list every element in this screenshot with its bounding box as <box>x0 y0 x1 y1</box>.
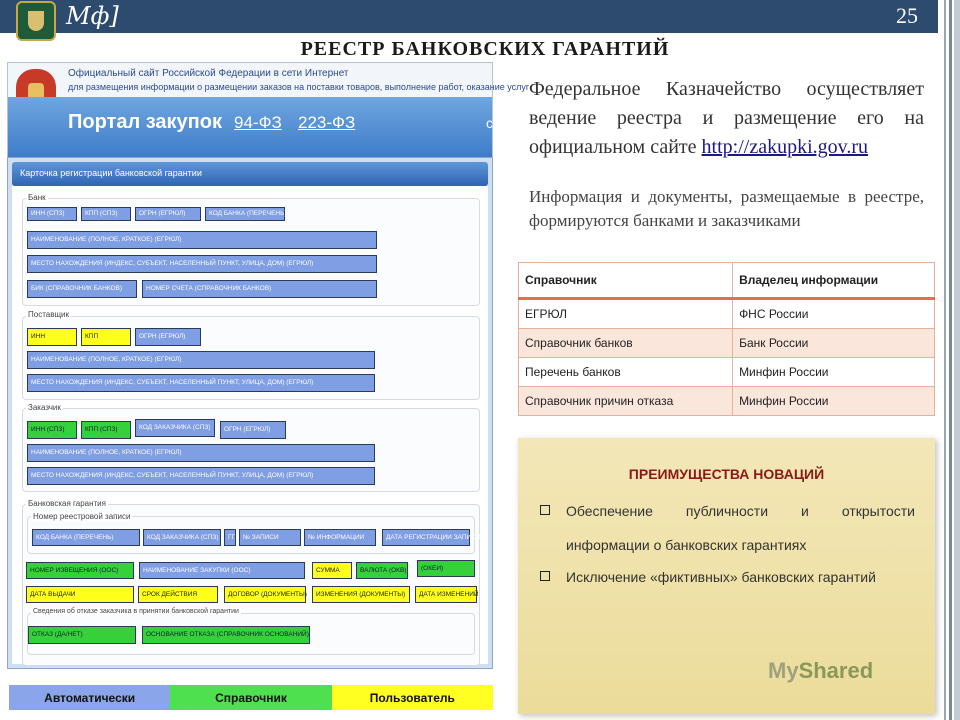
advantages-panel <box>518 438 935 714</box>
watermark-brand-a: My <box>768 658 799 683</box>
card-header <box>12 162 488 186</box>
directory-owner-table <box>518 262 935 416</box>
table-row <box>519 329 935 358</box>
supplier-field[interactable]: КПП <box>81 328 131 346</box>
paragraph-info: Информация и документы, размещаемые в реестре, формируются банками и заказчиками <box>529 187 924 230</box>
registry-field[interactable]: № ЗАПИСИ <box>239 529 301 546</box>
advantage-item <box>540 560 915 594</box>
portal-more-link[interactable]: с <box>486 115 493 131</box>
portal-header-screenshot <box>7 62 530 158</box>
zakupki-link[interactable]: http://zakupki.gov.ru <box>701 136 868 158</box>
legend-directory: Справочник <box>170 685 331 710</box>
supplier-field[interactable]: НАИМЕНОВАНИЕ (ПОЛНОЕ, КРАТКОЕ) (ЕГРЮЛ) <box>27 351 375 369</box>
table-cell: Справочник причин отказа <box>519 387 733 416</box>
guarantee-field[interactable]: (ОКЕИ) <box>417 560 475 577</box>
table-cell: Перечень банков <box>519 358 733 387</box>
advantages-title: ПРЕИМУЩЕСТВА НОВАЦИЙ <box>628 466 825 482</box>
table-cell: Минфин России <box>733 387 935 416</box>
registry-field[interactable]: КОД ЗАКАЗЧИКА (СПЗ) <box>143 529 221 546</box>
guarantee-field[interactable]: ДОГОВОР (ДОКУМЕНТЫ) <box>224 586 306 603</box>
portal-header-line2: для размещения информации о размещении заказов на поставки товаров, выполнение работ, оказание услуг <box>68 82 530 92</box>
customer-field[interactable]: ОГРН (ЕГРЮЛ) <box>220 421 286 439</box>
customer-field[interactable]: КПП (СПЗ) <box>81 421 131 439</box>
bank-field[interactable]: КОД БАНКА (ПЕРЕЧЕНЬ) <box>205 207 285 221</box>
group-supplier-label: Поставщик <box>28 310 70 319</box>
guarantee-field[interactable]: СРОК ДЕЙСТВИЯ <box>138 586 218 603</box>
page-number: 25 <box>896 3 918 28</box>
table-cell: Банк России <box>733 329 935 358</box>
advantage-text: Исключение «фиктивных» банковских гарантий <box>566 569 876 585</box>
portal-header-line1: Официальный сайт Российской Федерации в сети Интернет <box>68 68 349 79</box>
paragraph-treasury <box>529 75 924 162</box>
table-cell: ЕГРЮЛ <box>519 299 733 329</box>
table-row <box>519 358 935 387</box>
guarantee-field[interactable]: ВАЛЮТА (ОКВ) <box>356 562 408 579</box>
supplier-field[interactable]: МЕСТО НАХОЖДЕНИЯ (ИНДЕКС, СУБЪЕКТ, НАСЕЛЕННЫЙ ПУНКТ, УЛИЦА, ДОМ) (ЕГРЮЛ) <box>27 374 375 392</box>
table-row <box>519 387 935 416</box>
watermark-brand-b: Shared <box>798 658 874 683</box>
slide-title: РЕЕСТР БАНКОВСКИХ ГАРАНТИЙ <box>300 38 670 60</box>
group-registry-number-label: Номер реестровой записи <box>33 512 131 521</box>
bank-field[interactable]: КПП (СПЗ) <box>81 207 131 221</box>
guarantee-field[interactable]: ДАТА ВЫДАЧИ <box>26 586 134 603</box>
bank-field[interactable]: НОМЕР СЧЕТА (СПРАВОЧНИК БАНКОВ) <box>142 280 377 298</box>
card-body <box>12 186 488 664</box>
column-header: Справочник <box>519 263 733 299</box>
bank-field[interactable]: ИНН (СПЗ) <box>27 207 77 221</box>
color-legend <box>9 685 493 710</box>
slide-header-bar <box>0 0 938 33</box>
group-refusal-label: Сведения об отказе заказчика в принятии банковской гарантии <box>33 608 239 615</box>
group-bank-label: Банк <box>28 193 46 202</box>
registration-card <box>7 157 493 669</box>
table-header-row <box>519 263 935 299</box>
ministry-logo-text: Мф] <box>66 2 119 30</box>
group-customer-label: Заказчик <box>28 403 61 412</box>
column-header: Владелец информации <box>733 263 935 299</box>
customer-field[interactable]: ИНН (СПЗ) <box>27 421 77 439</box>
customer-field[interactable]: НАИМЕНОВАНИЕ (ПОЛНОЕ, КРАТКОЕ) (ЕГРЮЛ) <box>27 444 375 462</box>
table-cell: Справочник банков <box>519 329 733 358</box>
refusal-field[interactable]: ОСНОВАНИЕ ОТКАЗА (СПРАВОЧНИК ОСНОВАНИЙ) <box>142 626 310 644</box>
legend-user: Пользователь <box>332 685 493 710</box>
guarantee-field[interactable]: НОМЕР ИЗВЕЩЕНИЯ (ООС) <box>26 562 134 579</box>
table-cell: ФНС России <box>733 299 935 329</box>
watermark <box>768 658 873 684</box>
ministry-emblem-icon <box>16 1 56 41</box>
registry-field[interactable]: ГГ <box>224 529 236 546</box>
supplier-field[interactable]: ИНН <box>27 328 77 346</box>
law-94-link[interactable]: 94-ФЗ <box>234 113 282 132</box>
bank-field[interactable]: ОГРН (ЕГРЮЛ) <box>135 207 201 221</box>
portal-name: Портал закупок <box>68 111 222 133</box>
card-title: Карточка регистрации банковской гарантии <box>20 168 202 178</box>
advantage-item <box>540 494 915 562</box>
customer-field[interactable]: МЕСТО НАХОЖДЕНИЯ (ИНДЕКС, СУБЪЕКТ, НАСЕЛЕННЫЙ ПУНКТ, УЛИЦА, ДОМ) (ЕГРЮЛ) <box>27 467 375 485</box>
registry-field[interactable]: № ИНФОРМАЦИИ <box>304 529 376 546</box>
bank-field[interactable]: МЕСТО НАХОЖДЕНИЯ (ИНДЕКС, СУБЪЕКТ, НАСЕЛЕННЫЙ ПУНКТ, УЛИЦА, ДОМ) (ЕГРЮЛ) <box>27 255 377 273</box>
checkbox-bullet-icon <box>540 571 550 581</box>
bank-field[interactable]: БИК (СПРАВОЧНИК БАНКОВ) <box>27 280 137 298</box>
guarantee-field[interactable]: СУММА <box>312 562 352 579</box>
guarantee-field[interactable]: НАИМЕНОВАНИЕ ЗАКУПКИ (ООС) <box>139 562 305 579</box>
guarantee-field[interactable]: ДАТА ИЗМЕНЕНИЙ <box>415 586 477 603</box>
customer-field[interactable]: КОД ЗАКАЗЧИКА (СПЗ) <box>135 419 215 437</box>
table-row <box>519 299 935 329</box>
guarantee-field[interactable]: ИЗМЕНЕНИЯ (ДОКУМЕНТЫ) <box>312 586 410 603</box>
slide-edge-decoration <box>938 0 960 720</box>
group-guarantee-label: Банковская гарантия <box>28 499 106 508</box>
paragraph-treasury-text: Федеральное Казначейство осуществляет ведение реестра и размещение его на официальном сайте <box>529 78 924 158</box>
refusal-field[interactable]: ОТКАЗ (ДА/НЕТ) <box>28 626 136 644</box>
supplier-field[interactable]: ОГРН (ЕГРЮЛ) <box>135 328 201 346</box>
law-223-link[interactable]: 223-ФЗ <box>298 113 356 132</box>
bank-field[interactable]: НАИМЕНОВАНИЕ (ПОЛНОЕ, КРАТКОЕ) (ЕГРЮЛ) <box>27 231 377 249</box>
table-cell: Минфин России <box>733 358 935 387</box>
legend-auto: Автоматически <box>9 685 170 710</box>
advantage-text: Обеспечение публичности и открытости информации о банковских гарантиях <box>566 503 915 553</box>
registry-field[interactable]: КОД БАНКА (ПЕРЕЧЕНЬ) <box>32 529 140 546</box>
registry-field[interactable]: ДАТА РЕГИСТРАЦИИ ЗАПИСИ <box>382 529 470 546</box>
checkbox-bullet-icon <box>540 505 550 515</box>
